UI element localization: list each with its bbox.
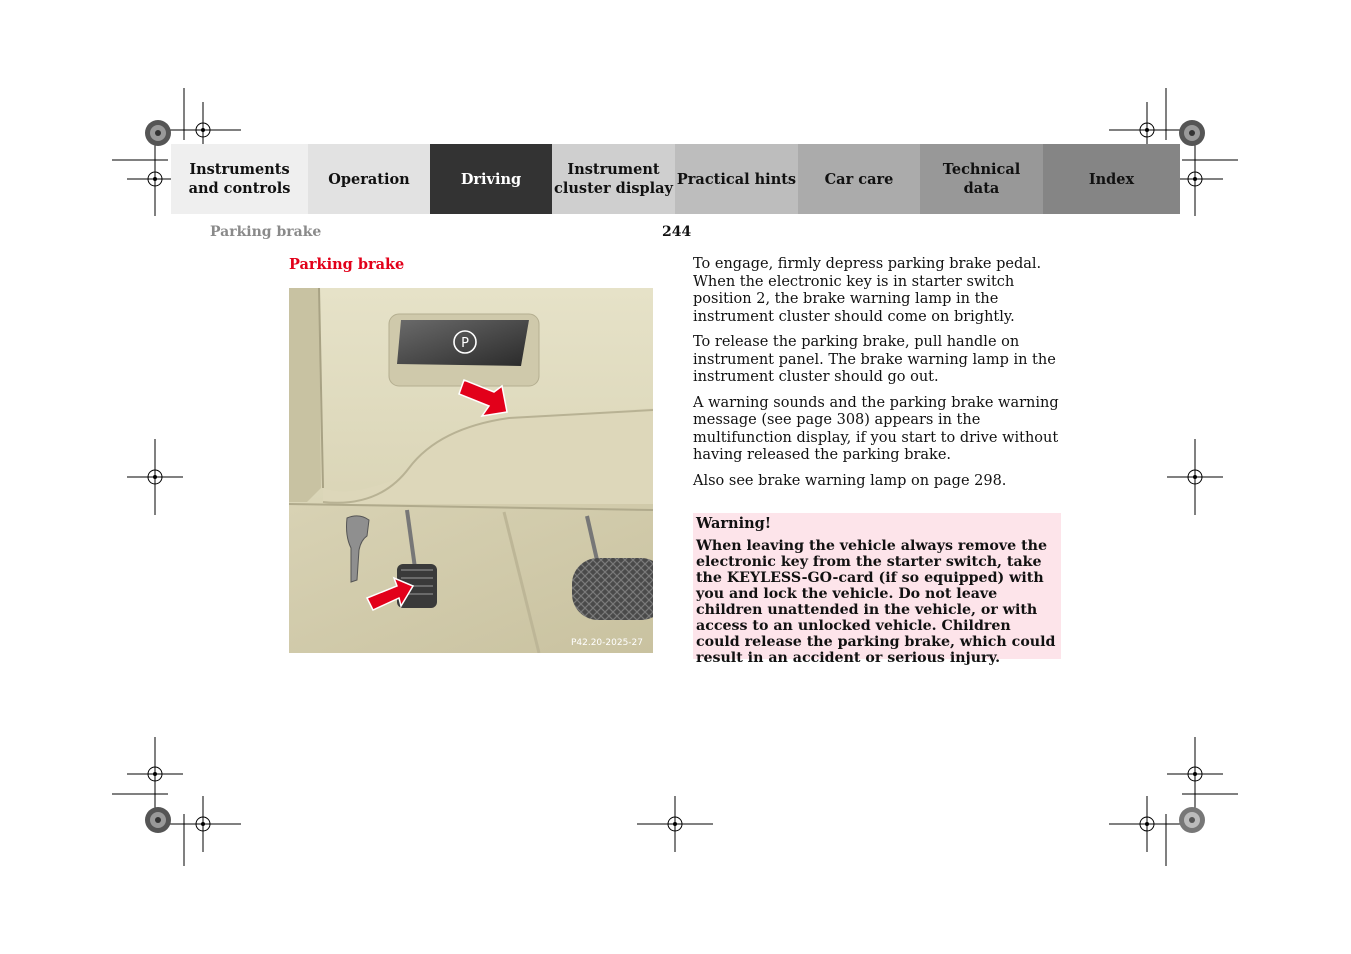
- body-text: [693, 256, 1065, 498]
- tab-label: Practical hints: [676, 170, 797, 188]
- tab-instrument-cluster-display[interactable]: [552, 144, 675, 214]
- illustration-drawing: [289, 288, 653, 653]
- section-title: Parking brake: [289, 256, 405, 273]
- tab-index[interactable]: [1043, 144, 1180, 214]
- tab-label: Car care: [824, 170, 894, 188]
- running-head: Parking brake: [210, 224, 322, 240]
- parking-brake-illustration: [289, 288, 653, 653]
- paragraph: To engage, firmly depress parking brake pedal. When the electronic key is in starter switch position 2, the brake warning lamp in the instrument cluster should come on brightly.: [693, 256, 1042, 325]
- tab-label: Index: [1088, 170, 1135, 188]
- tab-label: Instrument cluster display: [554, 161, 673, 197]
- tab-label: Driving: [460, 170, 522, 188]
- paragraph: To release the parking brake, pull handle on instrument panel. The brake warning lamp in the instrument cluster should go out.: [693, 334, 1056, 385]
- warning-text: When leaving the vehicle always remove the electronic key from the starter switch, take the KEYLESS-GO-card (if so equipped) with you and lock the vehicle. Do not leave children unattended in the vehicle, or with access to an unlocked vehicle. Children could release the parking brake, which could result in an accident or serious injury.: [696, 538, 1056, 666]
- figure-code: P42.20-2025-27: [570, 638, 643, 648]
- tab-label: Technical data: [942, 161, 1021, 197]
- tab-practical-hints[interactable]: [675, 144, 798, 214]
- tab-car-care[interactable]: [798, 144, 920, 214]
- tab-technical-data[interactable]: [920, 144, 1043, 214]
- warning-box: [693, 513, 1061, 666]
- tab-driving[interactable]: [430, 144, 552, 214]
- tab-instruments-and-controls[interactable]: [171, 144, 308, 214]
- warning-title: Warning!: [696, 515, 772, 532]
- paragraph: Also see brake warning lamp on page 298.: [693, 472, 1007, 489]
- page-number: 244: [662, 224, 692, 240]
- tab-label: Instruments and controls: [188, 161, 291, 197]
- paragraph: A warning sounds and the parking brake warning message (see page 308) appears in the multifunction display, if you start to drive without having released the parking brake.: [693, 394, 1059, 463]
- tab-label: Operation: [328, 170, 410, 188]
- parking-symbol-icon: P: [461, 336, 469, 351]
- chapter-tabs: [171, 144, 1180, 214]
- tab-operation[interactable]: [308, 144, 430, 214]
